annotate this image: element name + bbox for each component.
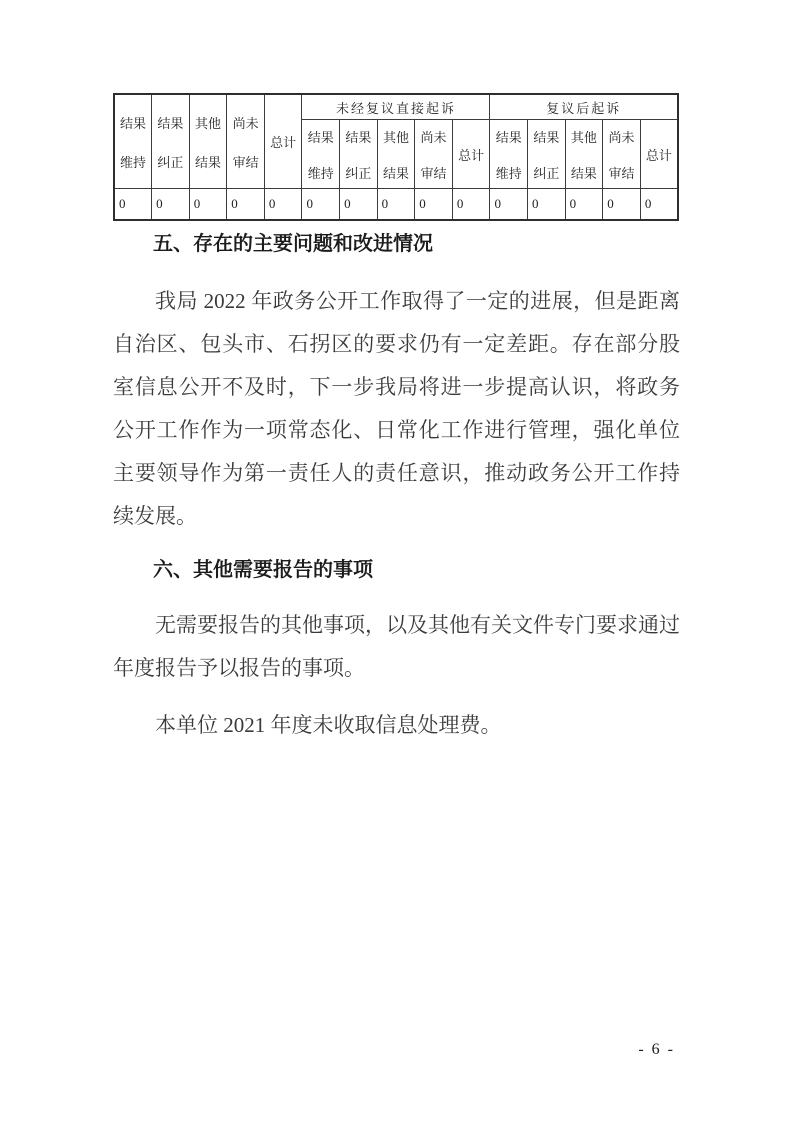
- page-number: - 6 -: [638, 1041, 675, 1058]
- body-line: 年度报告予以报告的事项。: [113, 656, 365, 680]
- table-data-cell: 0: [302, 189, 340, 221]
- table-header-cell: [603, 120, 641, 189]
- header-line: 结果: [382, 165, 409, 181]
- table-data-cell: 0: [528, 189, 566, 221]
- header-line: 总计: [270, 135, 297, 150]
- lawsuit-statistics-table: [113, 93, 679, 221]
- header-line: 结果: [194, 154, 221, 170]
- header-line: 维持: [120, 154, 147, 170]
- header-line: 纠正: [345, 165, 372, 181]
- body-line: 室信息公开不及时，下一步我局将进一步提高认识，将政务: [113, 375, 680, 399]
- table-data-cell: 0: [227, 189, 265, 221]
- table-header-cell: [490, 120, 528, 189]
- header-line: 其他: [570, 129, 597, 145]
- table-data-cell: 0: [415, 189, 453, 221]
- header-line: 审结: [232, 154, 259, 170]
- table-group-header-direct-lawsuit: 未经复议直接起诉: [302, 94, 490, 120]
- header-line: 结果: [120, 115, 147, 131]
- header-line: 结果: [495, 129, 522, 145]
- table-data-cell: 0: [490, 189, 528, 221]
- table-header-cell: [452, 120, 490, 189]
- header-line: 纠正: [157, 154, 184, 170]
- table-group-header-post-review-lawsuit: 复议后起诉: [490, 94, 678, 120]
- table-data-cell: 0: [565, 189, 603, 221]
- header-line: 尚未: [420, 129, 447, 145]
- table-header-cell: [152, 94, 190, 189]
- table-header-cell: [189, 94, 227, 189]
- body-line: 本单位 2021 年度未收取信息处理费。: [155, 713, 502, 737]
- table-data-cell: 0: [264, 189, 302, 221]
- table-header-cell: [377, 120, 415, 189]
- header-line: 总计: [458, 147, 485, 163]
- header-line: 审结: [420, 165, 447, 181]
- table-header-cell: [565, 120, 603, 189]
- table-header-cell: [340, 120, 378, 189]
- table-header-cell: [264, 94, 302, 189]
- body-line: 主要领导作为第一责任人的责任意识，推动政务公开工作持: [113, 461, 680, 485]
- table-data-cell: 0: [452, 189, 490, 221]
- header-line: 结果: [307, 129, 334, 145]
- body-line: 续发展。: [113, 504, 197, 528]
- header-line: 总计: [645, 147, 672, 163]
- header-line: 维持: [495, 165, 522, 181]
- table-header-cell: [227, 94, 265, 189]
- header-line: 维持: [307, 165, 334, 181]
- paragraph-fee-note: [113, 704, 680, 747]
- table-header-cell: [415, 120, 453, 189]
- body-line: 公开工作作为一项常态化、日常化工作进行管理，强化单位: [113, 418, 680, 442]
- table-header-cell: [640, 120, 678, 189]
- header-line: 尚未: [608, 129, 635, 145]
- section-heading-other-matters: 六、其他需要报告的事项: [153, 559, 373, 581]
- header-line: 结果: [345, 129, 372, 145]
- header-line: 结果: [570, 165, 597, 181]
- header-line: 结果: [533, 129, 560, 145]
- header-line: 尚未: [232, 115, 259, 131]
- header-line: 其他: [194, 115, 221, 131]
- body-line: 自治区、包头市、石拐区的要求仍有一定差距。存在部分股: [113, 332, 680, 356]
- paragraph-other-matters: [113, 604, 680, 690]
- header-line: 纠正: [533, 165, 560, 181]
- table-data-cell: 0: [340, 189, 378, 221]
- paragraph-problems: [113, 280, 680, 538]
- table-header-cell: [528, 120, 566, 189]
- table-header-cell: [114, 94, 152, 189]
- section-heading-problems: 五、存在的主要问题和改进情况: [153, 233, 433, 255]
- table-data-cell: 0: [640, 189, 678, 221]
- header-line: 结果: [157, 115, 184, 131]
- table-data-cell: 0: [152, 189, 190, 221]
- table-data-cell: 0: [603, 189, 641, 221]
- header-line: 其他: [382, 129, 409, 145]
- table-data-cell: 0: [189, 189, 227, 221]
- table-data-cell: 0: [377, 189, 415, 221]
- table-data-cell: 0: [114, 189, 152, 221]
- header-line: 审结: [608, 165, 635, 181]
- table-header-cell: [302, 120, 340, 189]
- body-line: 无需要报告的其他事项，以及其他有关文件专门要求通过: [155, 613, 680, 637]
- body-line: 我局 2022 年政务公开工作取得了一定的进展，但是距离: [155, 289, 680, 313]
